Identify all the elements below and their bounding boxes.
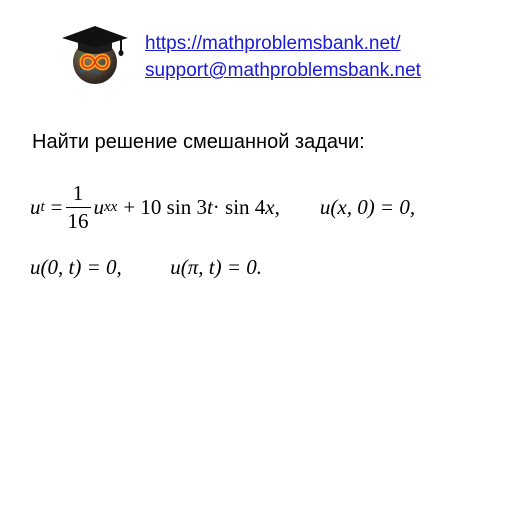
- sin-term: · sin 4: [212, 194, 266, 219]
- email-link[interactable]: support@mathproblemsbank.net: [145, 60, 421, 81]
- lhs-sub: t: [40, 198, 45, 215]
- equation-line: [30, 178, 415, 236]
- fraction-denominator: 16: [67, 208, 89, 233]
- u-sub: xx: [104, 198, 118, 215]
- boundary-conditions-line: [30, 255, 262, 280]
- rhs-source-term: + 10 sin 3: [123, 194, 207, 219]
- boundary-right: u(π, t) = 0.: [170, 255, 263, 279]
- equals-sign: =: [50, 194, 63, 219]
- u-var: u: [93, 194, 105, 219]
- x-var: x: [265, 194, 275, 219]
- graduation-cap-infinity-logo: [60, 22, 130, 86]
- task-statement: Найти решение смешанной задачи:: [32, 131, 365, 153]
- site-link[interactable]: https://mathproblemsbank.net/: [145, 33, 401, 54]
- contact-links: [145, 30, 421, 84]
- boundary-left: u(0, t) = 0,: [30, 255, 122, 279]
- fraction-numerator: 1: [72, 180, 84, 205]
- initial-condition: u(x, 0) = 0,: [319, 194, 416, 219]
- fraction: [66, 180, 91, 233]
- lhs-var: u: [30, 194, 41, 219]
- equation-comma: ,: [274, 194, 280, 219]
- t-var: t: [206, 194, 213, 219]
